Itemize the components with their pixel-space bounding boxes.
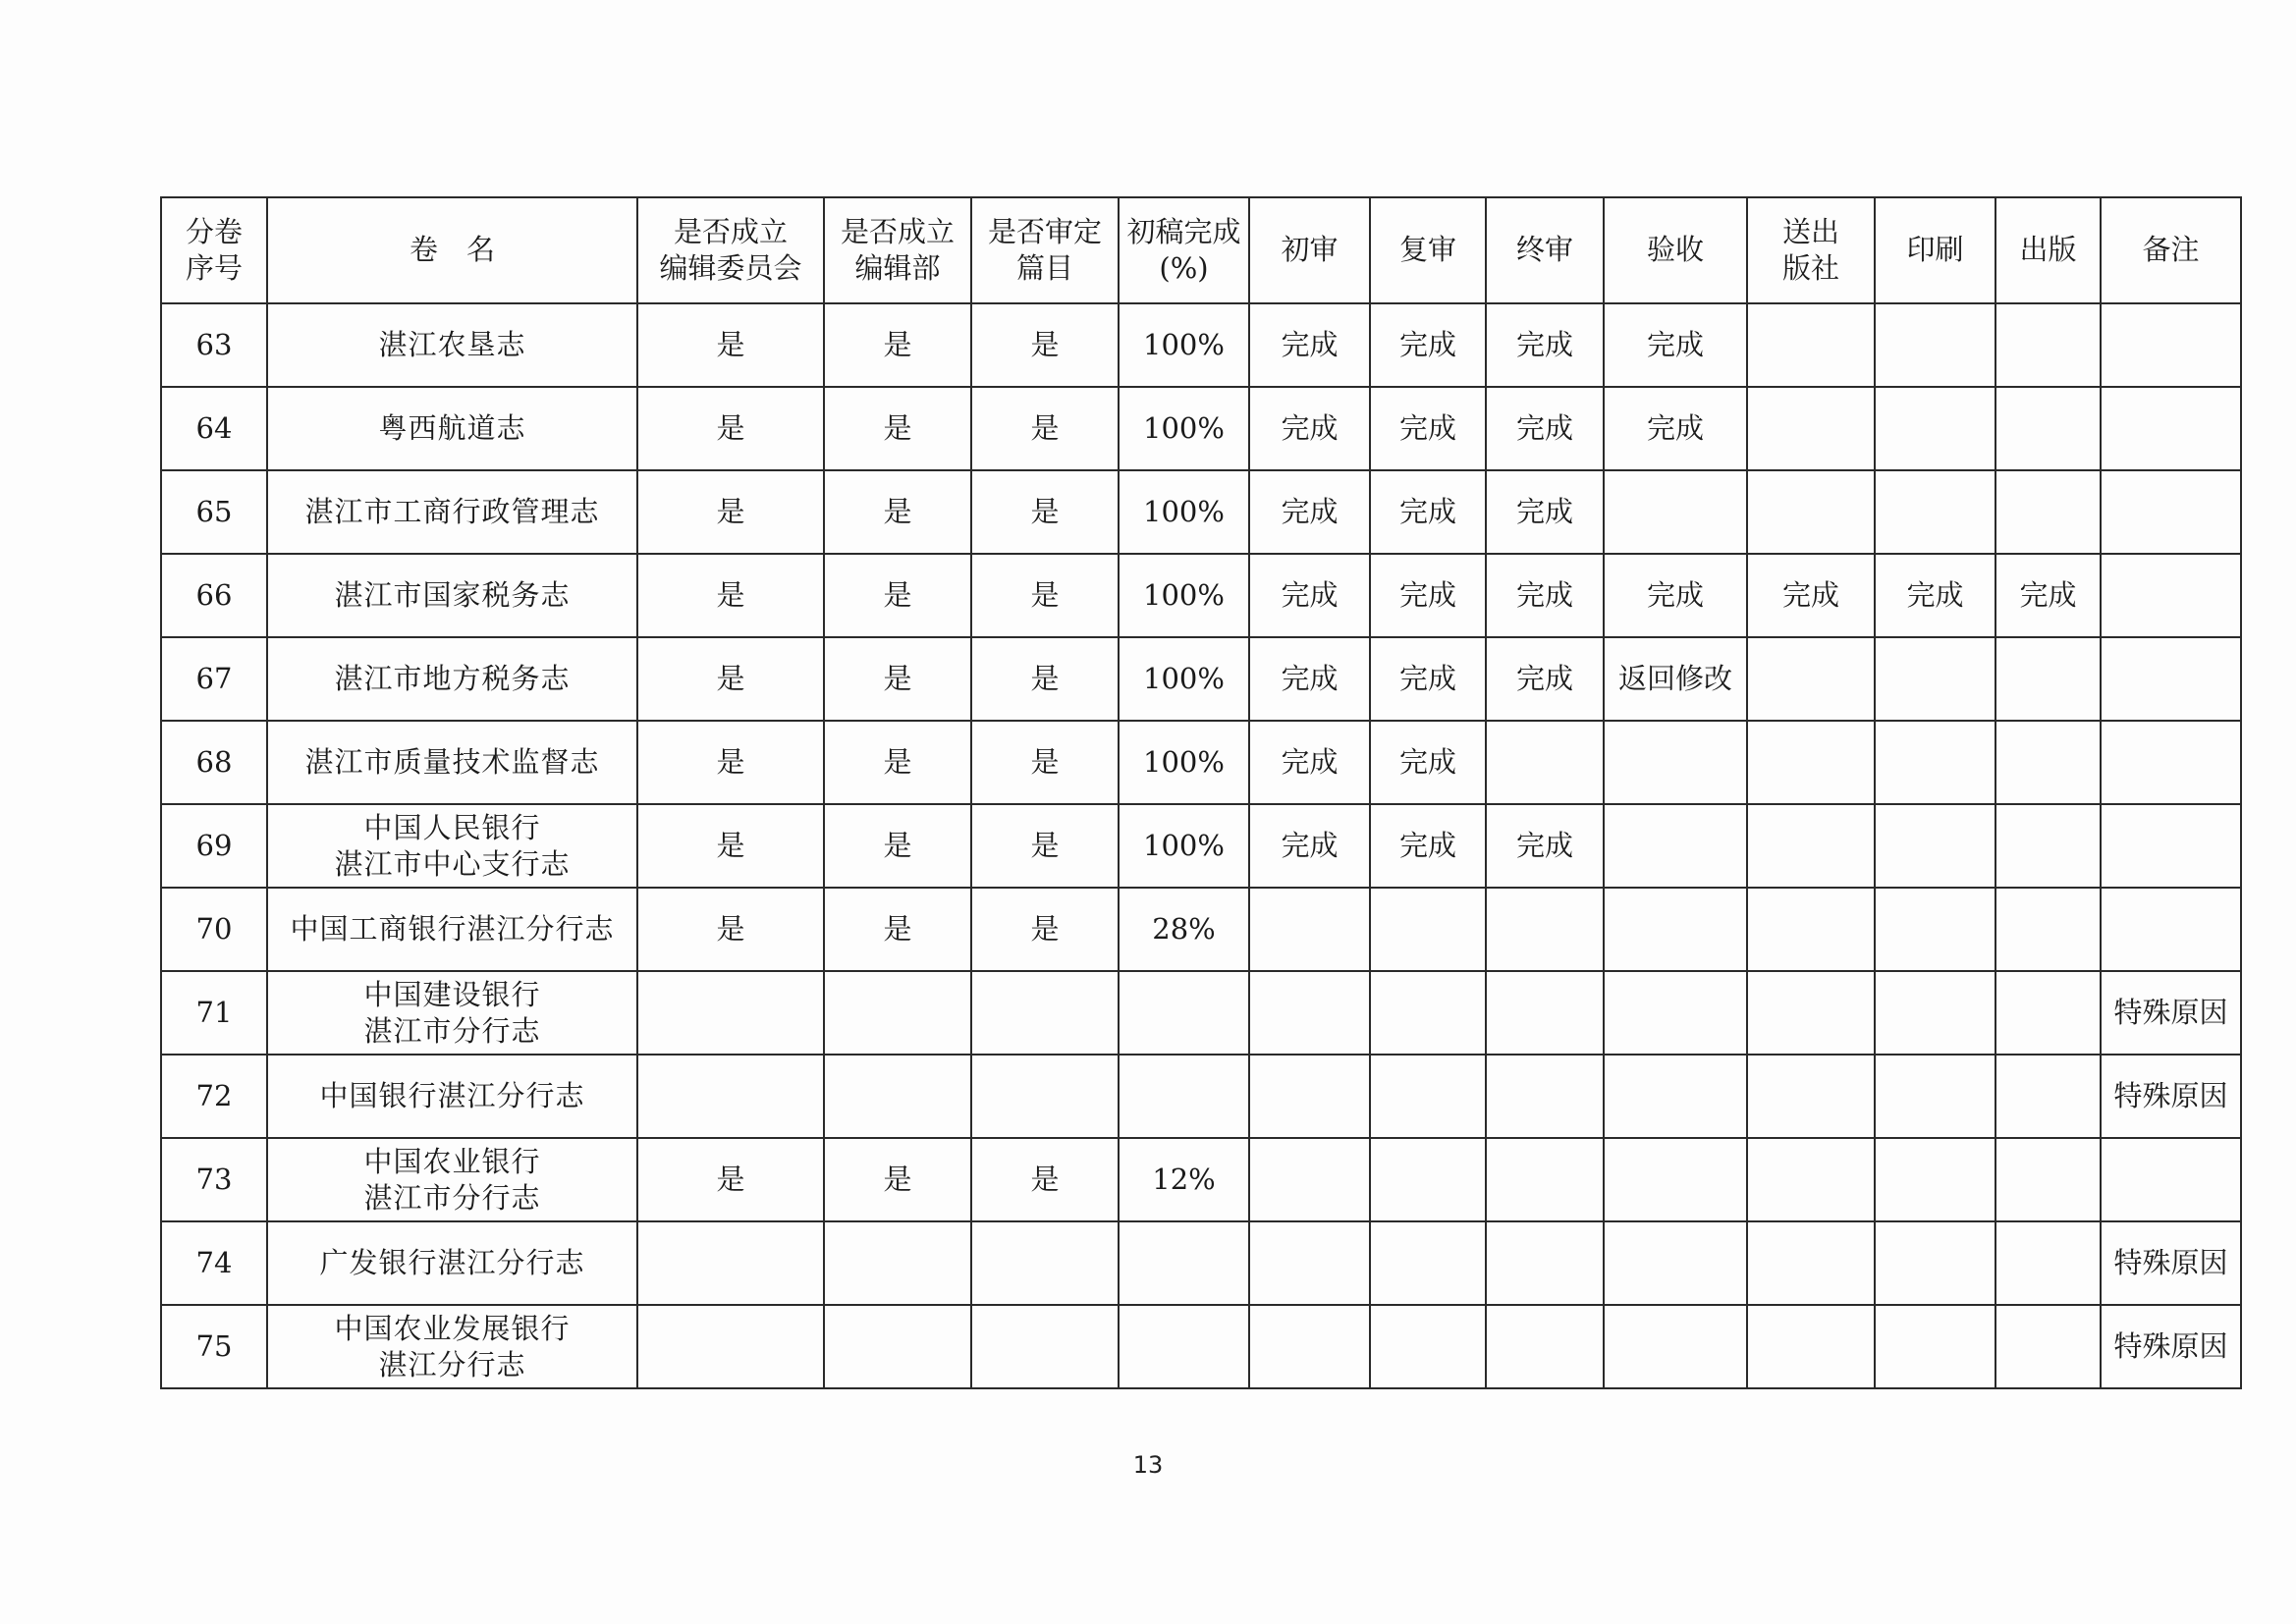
column-header-outline — [971, 197, 1119, 303]
cell-dept — [824, 1221, 971, 1305]
progress-table — [160, 196, 2242, 1389]
cell-review1 — [1249, 1221, 1370, 1305]
column-header-publisher — [1747, 197, 1875, 303]
column-header-line: 复审 — [1398, 233, 1456, 267]
volume-name-line: 湛江分行志 — [378, 1347, 526, 1381]
cell-committee — [637, 1305, 824, 1388]
cell-publisher — [1747, 1055, 1875, 1138]
cell-dept — [824, 1305, 971, 1388]
cell-review2: 完成 — [1370, 387, 1486, 470]
cell-publish — [1995, 637, 2101, 721]
column-header-dept — [824, 197, 971, 303]
cell-name — [267, 1055, 637, 1138]
column-header-seq — [161, 197, 267, 303]
column-header-line: 出版 — [2019, 233, 2077, 267]
cell-committee: 是 — [637, 303, 824, 387]
column-header-review3 — [1486, 197, 1604, 303]
cell-seq: 65 — [161, 470, 267, 554]
cell-seq: 66 — [161, 554, 267, 637]
cell-name — [267, 971, 637, 1055]
cell-remark — [2101, 387, 2241, 470]
cell-committee: 是 — [637, 1138, 824, 1221]
cell-review2 — [1370, 971, 1486, 1055]
volume-name-line: 湛江市分行志 — [363, 1013, 541, 1048]
cell-review2 — [1370, 1055, 1486, 1138]
cell-seq: 75 — [161, 1305, 267, 1388]
table-row — [161, 1221, 2241, 1305]
cell-publish — [1995, 804, 2101, 888]
cell-draft: 100% — [1119, 470, 1249, 554]
cell-committee: 是 — [637, 554, 824, 637]
column-header-line: 序号 — [185, 251, 243, 285]
cell-outline — [971, 1305, 1119, 1388]
cell-review2: 完成 — [1370, 721, 1486, 804]
table-header — [161, 197, 2241, 303]
column-header-line: 备注 — [2142, 233, 2200, 267]
cell-remark — [2101, 637, 2241, 721]
table-row — [161, 470, 2241, 554]
cell-publisher — [1747, 387, 1875, 470]
column-header-line: 卷 名 — [409, 233, 495, 267]
cell-publish — [1995, 1055, 2101, 1138]
cell-name — [267, 1221, 637, 1305]
volume-name-line: 中国人民银行 — [363, 811, 541, 845]
cell-publish — [1995, 1221, 2101, 1305]
cell-accept — [1604, 1055, 1747, 1138]
cell-publish: 完成 — [1995, 554, 2101, 637]
cell-review3: 完成 — [1486, 554, 1604, 637]
column-header-committee — [637, 197, 824, 303]
cell-publisher — [1747, 303, 1875, 387]
table-row — [161, 637, 2241, 721]
cell-remark: 特殊原因 — [2101, 1305, 2241, 1388]
cell-dept: 是 — [824, 554, 971, 637]
cell-name — [267, 387, 637, 470]
cell-review2: 完成 — [1370, 804, 1486, 888]
cell-review3: 完成 — [1486, 804, 1604, 888]
cell-seq: 67 — [161, 637, 267, 721]
cell-publish — [1995, 387, 2101, 470]
cell-publisher — [1747, 1305, 1875, 1388]
cell-review2 — [1370, 888, 1486, 971]
cell-publisher: 完成 — [1747, 554, 1875, 637]
cell-committee — [637, 1055, 824, 1138]
table-row — [161, 387, 2241, 470]
cell-remark — [2101, 470, 2241, 554]
cell-publish — [1995, 888, 2101, 971]
cell-name — [267, 888, 637, 971]
cell-review3 — [1486, 1138, 1604, 1221]
table-row — [161, 804, 2241, 888]
cell-print — [1875, 303, 1995, 387]
column-header-line: 送出 — [1781, 214, 1839, 248]
cell-remark: 特殊原因 — [2101, 971, 2241, 1055]
cell-review1 — [1249, 1138, 1370, 1221]
volume-name-line: 湛江市分行志 — [363, 1180, 541, 1215]
cell-accept — [1604, 721, 1747, 804]
cell-print — [1875, 888, 1995, 971]
cell-review3: 完成 — [1486, 637, 1604, 721]
volume-name-line: 湛江市工商行政管理志 — [304, 495, 600, 529]
cell-outline: 是 — [971, 554, 1119, 637]
column-header-name — [267, 197, 637, 303]
table-row — [161, 1055, 2241, 1138]
cell-review3 — [1486, 1221, 1604, 1305]
cell-print: 完成 — [1875, 554, 1995, 637]
cell-seq: 72 — [161, 1055, 267, 1138]
cell-accept — [1604, 1305, 1747, 1388]
cell-print — [1875, 1305, 1995, 1388]
column-header-line: 印刷 — [1906, 233, 1964, 267]
cell-publish — [1995, 1138, 2101, 1221]
cell-publisher — [1747, 1221, 1875, 1305]
cell-print — [1875, 1138, 1995, 1221]
cell-outline — [971, 1221, 1119, 1305]
column-header-line: 编辑部 — [854, 251, 941, 285]
cell-name — [267, 1305, 637, 1388]
cell-review3 — [1486, 1055, 1604, 1138]
cell-draft — [1119, 1221, 1249, 1305]
cell-name — [267, 804, 637, 888]
table-row — [161, 1305, 2241, 1388]
cell-draft: 100% — [1119, 303, 1249, 387]
cell-review2 — [1370, 1221, 1486, 1305]
cell-review1 — [1249, 1305, 1370, 1388]
cell-publisher — [1747, 804, 1875, 888]
column-header-line: 是否审定 — [987, 214, 1102, 248]
cell-publish — [1995, 1305, 2101, 1388]
cell-review1 — [1249, 888, 1370, 971]
cell-outline — [971, 1055, 1119, 1138]
cell-remark — [2101, 554, 2241, 637]
cell-dept: 是 — [824, 804, 971, 888]
cell-accept: 完成 — [1604, 387, 1747, 470]
cell-dept — [824, 971, 971, 1055]
cell-outline — [971, 971, 1119, 1055]
volume-name-line: 湛江市国家税务志 — [334, 578, 571, 613]
volume-name-line: 粤西航道志 — [378, 411, 526, 446]
cell-review3 — [1486, 1305, 1604, 1388]
cell-name — [267, 303, 637, 387]
cell-remark — [2101, 303, 2241, 387]
cell-publisher — [1747, 721, 1875, 804]
cell-outline: 是 — [971, 470, 1119, 554]
cell-dept: 是 — [824, 637, 971, 721]
cell-seq: 68 — [161, 721, 267, 804]
page-number: 13 — [1132, 1451, 1164, 1479]
cell-accept — [1604, 971, 1747, 1055]
cell-print — [1875, 804, 1995, 888]
cell-dept: 是 — [824, 1138, 971, 1221]
volume-name-line: 湛江市质量技术监督志 — [304, 745, 600, 780]
cell-review1: 完成 — [1249, 804, 1370, 888]
cell-publisher — [1747, 888, 1875, 971]
cell-draft — [1119, 971, 1249, 1055]
table-body — [161, 303, 2241, 1388]
column-header-line: 初审 — [1281, 233, 1339, 267]
cell-publish — [1995, 971, 2101, 1055]
cell-seq: 64 — [161, 387, 267, 470]
cell-review1 — [1249, 971, 1370, 1055]
cell-seq: 69 — [161, 804, 267, 888]
cell-review3: 完成 — [1486, 470, 1604, 554]
cell-draft: 100% — [1119, 554, 1249, 637]
cell-outline: 是 — [971, 1138, 1119, 1221]
cell-remark — [2101, 888, 2241, 971]
cell-accept — [1604, 1138, 1747, 1221]
cell-review3 — [1486, 721, 1604, 804]
column-header-line: 是否成立 — [673, 214, 788, 248]
column-header-line: 终审 — [1515, 233, 1573, 267]
cell-remark: 特殊原因 — [2101, 1221, 2241, 1305]
cell-publish — [1995, 721, 2101, 804]
cell-committee — [637, 1221, 824, 1305]
cell-print — [1875, 971, 1995, 1055]
cell-review1: 完成 — [1249, 387, 1370, 470]
cell-name — [267, 470, 637, 554]
cell-outline: 是 — [971, 637, 1119, 721]
cell-outline: 是 — [971, 387, 1119, 470]
cell-remark — [2101, 804, 2241, 888]
cell-review3 — [1486, 888, 1604, 971]
cell-seq: 74 — [161, 1221, 267, 1305]
cell-draft: 100% — [1119, 637, 1249, 721]
cell-dept: 是 — [824, 303, 971, 387]
cell-review2 — [1370, 1138, 1486, 1221]
cell-draft: 12% — [1119, 1138, 1249, 1221]
cell-dept: 是 — [824, 721, 971, 804]
column-header-remark — [2101, 197, 2241, 303]
cell-name — [267, 637, 637, 721]
cell-accept — [1604, 1221, 1747, 1305]
table-row — [161, 721, 2241, 804]
volume-name-line: 湛江农垦志 — [378, 328, 526, 362]
cell-print — [1875, 387, 1995, 470]
cell-review1 — [1249, 1055, 1370, 1138]
cell-dept: 是 — [824, 470, 971, 554]
cell-accept — [1604, 470, 1747, 554]
cell-review1: 完成 — [1249, 470, 1370, 554]
cell-review2: 完成 — [1370, 470, 1486, 554]
cell-draft — [1119, 1055, 1249, 1138]
cell-review1: 完成 — [1249, 637, 1370, 721]
cell-publisher — [1747, 470, 1875, 554]
cell-accept — [1604, 804, 1747, 888]
cell-draft: 100% — [1119, 721, 1249, 804]
column-header-line: 验收 — [1646, 233, 1704, 267]
cell-seq: 71 — [161, 971, 267, 1055]
cell-review2: 完成 — [1370, 637, 1486, 721]
cell-committee: 是 — [637, 637, 824, 721]
cell-outline: 是 — [971, 721, 1119, 804]
cell-outline: 是 — [971, 804, 1119, 888]
column-header-line: 初稿完成 — [1126, 214, 1241, 248]
header-row — [161, 197, 2241, 303]
cell-print — [1875, 721, 1995, 804]
volume-name-line: 湛江市中心支行志 — [334, 846, 571, 881]
column-header-print — [1875, 197, 1995, 303]
column-header-line: (%) — [1159, 251, 1209, 285]
cell-publisher — [1747, 637, 1875, 721]
cell-committee: 是 — [637, 470, 824, 554]
column-header-review1 — [1249, 197, 1370, 303]
table-row — [161, 303, 2241, 387]
cell-name — [267, 554, 637, 637]
column-header-line: 是否成立 — [840, 214, 955, 248]
cell-committee: 是 — [637, 888, 824, 971]
cell-publish — [1995, 303, 2101, 387]
cell-print — [1875, 637, 1995, 721]
column-header-publish — [1995, 197, 2101, 303]
cell-committee — [637, 971, 824, 1055]
table-row — [161, 888, 2241, 971]
cell-review1: 完成 — [1249, 303, 1370, 387]
column-header-line: 篇目 — [1015, 251, 1073, 285]
volume-name-line: 广发银行湛江分行志 — [319, 1246, 585, 1280]
cell-review2: 完成 — [1370, 554, 1486, 637]
cell-draft: 100% — [1119, 387, 1249, 470]
cell-draft: 28% — [1119, 888, 1249, 971]
cell-outline: 是 — [971, 888, 1119, 971]
column-header-review2 — [1370, 197, 1486, 303]
volume-name-line: 中国建设银行 — [363, 978, 541, 1012]
cell-print — [1875, 470, 1995, 554]
cell-print — [1875, 1055, 1995, 1138]
cell-committee: 是 — [637, 387, 824, 470]
cell-review3 — [1486, 971, 1604, 1055]
cell-outline: 是 — [971, 303, 1119, 387]
table-row — [161, 971, 2241, 1055]
table-row — [161, 1138, 2241, 1221]
cell-review1: 完成 — [1249, 554, 1370, 637]
cell-dept: 是 — [824, 888, 971, 971]
volume-name-line: 中国农业银行 — [363, 1145, 541, 1179]
cell-accept: 完成 — [1604, 554, 1747, 637]
column-header-line: 分卷 — [185, 214, 243, 248]
cell-draft: 100% — [1119, 804, 1249, 888]
column-header-line: 编辑委员会 — [659, 251, 802, 285]
volume-name-line: 中国农业发展银行 — [334, 1312, 571, 1346]
cell-committee: 是 — [637, 721, 824, 804]
cell-seq: 73 — [161, 1138, 267, 1221]
column-header-line: 版社 — [1781, 251, 1839, 285]
cell-remark — [2101, 1138, 2241, 1221]
cell-remark — [2101, 721, 2241, 804]
cell-publish — [1995, 470, 2101, 554]
cell-remark: 特殊原因 — [2101, 1055, 2241, 1138]
volume-name-line: 中国工商银行湛江分行志 — [290, 912, 615, 947]
table-row — [161, 554, 2241, 637]
cell-review1: 完成 — [1249, 721, 1370, 804]
cell-committee: 是 — [637, 804, 824, 888]
cell-publisher — [1747, 971, 1875, 1055]
cell-accept — [1604, 888, 1747, 971]
volume-name-line: 湛江市地方税务志 — [334, 662, 571, 696]
cell-accept: 返回修改 — [1604, 637, 1747, 721]
cell-dept — [824, 1055, 971, 1138]
column-header-draft — [1119, 197, 1249, 303]
cell-publisher — [1747, 1138, 1875, 1221]
cell-review3: 完成 — [1486, 303, 1604, 387]
cell-review2: 完成 — [1370, 303, 1486, 387]
cell-print — [1875, 1221, 1995, 1305]
cell-review3: 完成 — [1486, 387, 1604, 470]
cell-accept: 完成 — [1604, 303, 1747, 387]
column-header-accept — [1604, 197, 1747, 303]
cell-seq: 63 — [161, 303, 267, 387]
cell-review2 — [1370, 1305, 1486, 1388]
cell-name — [267, 1138, 637, 1221]
cell-seq: 70 — [161, 888, 267, 971]
volume-name-line: 中国银行湛江分行志 — [319, 1079, 585, 1113]
cell-name — [267, 721, 637, 804]
cell-dept: 是 — [824, 387, 971, 470]
cell-draft — [1119, 1305, 1249, 1388]
